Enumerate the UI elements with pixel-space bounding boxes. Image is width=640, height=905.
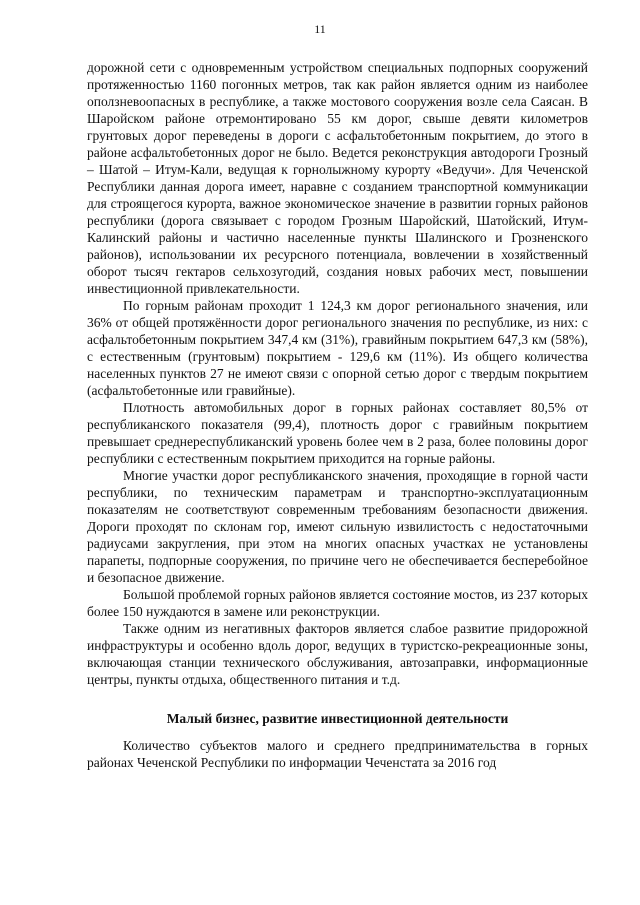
page-content <box>87 59 588 771</box>
paragraph-road-safety: Многие участки дорог республиканского значения, проходящие в горной части республики, по техническим параметрам и транспортно-эксплуатационным показателям не соответствуют современным требованиям безопасности движения. Дороги проходят по склонам гор, имеют сильную извилистость с недостаточными радиусами закругления, при этом на многих опасных участках не установлены парапеты, подпорные сооружения, по причине чего не обеспечивается бесперебойное и безопасное движение. <box>87 468 588 585</box>
paragraph-roadside-infrastructure: Также одним из негативных факторов является слабое развитие придорожной инфраструктуры и особенно вдоль дорог, ведущих в туристско-рекреационные зоны, включающая станции технического обслуживания, автозаправки, информационные центры, пункты отдыха, общественного питания и т.д. <box>87 621 588 687</box>
paragraph-roads-reconstruction: дорожной сети с одновременным устройством специальных подпорных сооружений протяженностью 1160 погонных метров, так как район является одним из наиболее оползневоопасных в республике, а также мостового сооружения возле села Саясан. В Шаройском районе отремонтировано 55 км дорог, свыше девяти километров грунтовых дорог переведены в дороги с асфальтобетонным покрытием, до этого в районе асфальтобетонных дорог не было. Ведется реконструкция автодороги Грозный – Шатой – Итум-Кали, ведущая к горнолыжному курорту «Ведучи». Для Чеченской Республики данная дорога имеет, наравне с созданием транспортной коммуникации для строящегося курорта, важное экономическое значение в развитии горных районов республики (дорога связывает с городом Грозным Шаройский, Шатойский, Итум-Калинский районы и частично населенные пункты Шалинского и Грозненского районов), использовании их ресурсного потенциала, вовлечении в хозяйственный оборот тысяч гектаров сельхозугодий, создания новых рабочих мест, повышении инвестиционной привлекательности. <box>87 60 588 296</box>
paragraph-regional-roads-length: По горным районам проходит 1 124,3 км дорог регионального значения, или 36% от общей протяжённости дорог регионального значения по республике, из них: с асфальтобетонным покрытием 347,4 км (31%), гравийным покрытием 647,3 км (58%), с естественным (грунтовым) покрытием - 129,6 км (11%). Из общего количества населенных пунктов 27 не имеют связи с опорной сетью дорог с твердым покрытием (асфальтобетонные или гравийные). <box>87 298 588 398</box>
paragraph-bridges: Большой проблемой горных районов является состояние мостов, из 237 которых более 150 нуждаются в замене или реконструкции. <box>87 587 588 619</box>
section-heading: Малый бизнес, развитие инвестиционной деятельности <box>166 711 509 726</box>
paragraph-road-density: Плотность автомобильных дорог в горных районах составляет 80,5% от республиканского показателя (99,4), плотность дорог с гравийным покрытием превышает среднереспубликанский уровень более чем в 2 раза, более половины дорог республики с естественным покрытием приходится на горные районы. <box>87 400 588 466</box>
page-number: 11 <box>314 22 326 36</box>
paragraph-small-business: Количество субъектов малого и среднего предпринимательства в горных районах Чеченской Республики по информации Чеченстата за 2016 год <box>87 738 588 770</box>
